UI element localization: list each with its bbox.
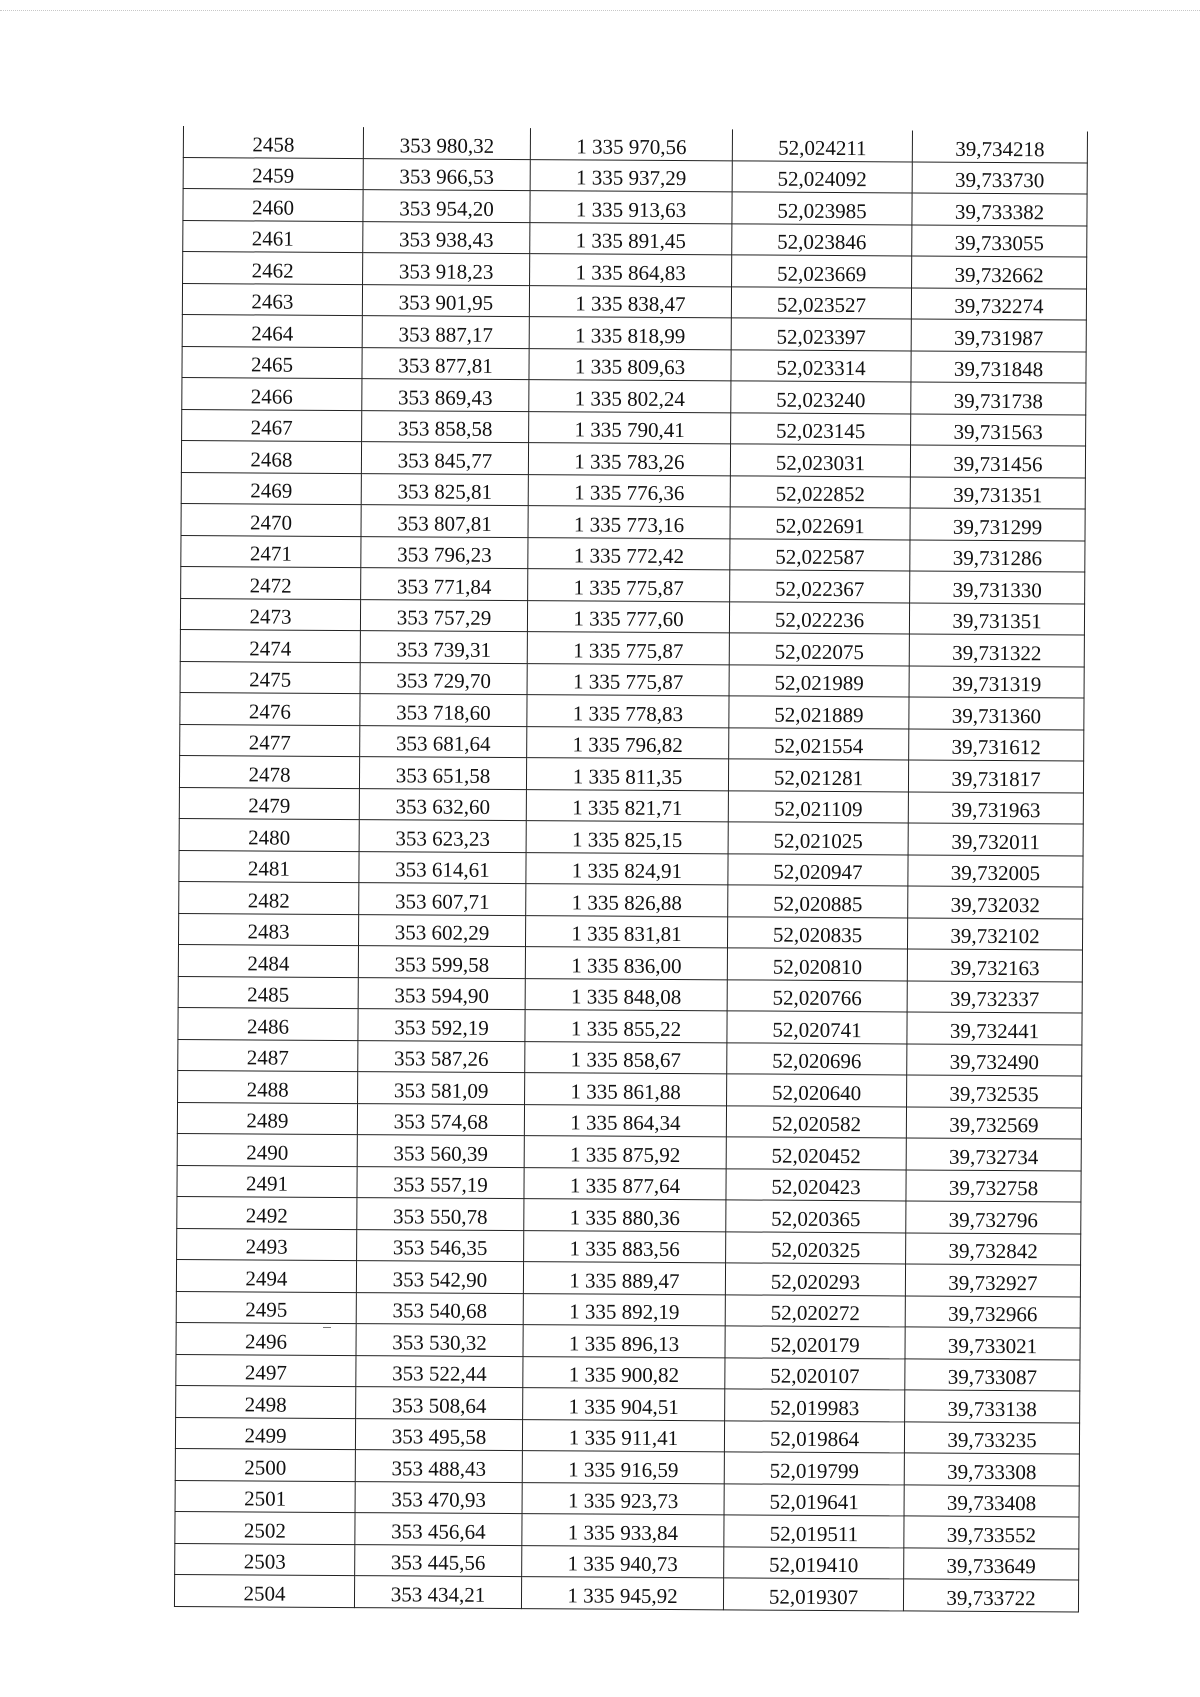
y-coordinate-cell: 1 335 777,60 bbox=[527, 600, 729, 633]
longitude-cell: 39,733552 bbox=[904, 1516, 1079, 1549]
x-coordinate-cell: 353 845,77 bbox=[361, 442, 528, 475]
longitude-cell: 39,732535 bbox=[907, 1075, 1082, 1108]
x-coordinate-cell: 353 739,31 bbox=[360, 631, 527, 664]
point-number-cell: 2462 bbox=[183, 252, 363, 285]
point-number-cell: 2496 bbox=[176, 1322, 356, 1355]
latitude-cell: 52,020325 bbox=[726, 1231, 906, 1264]
latitude-cell: 52,020810 bbox=[727, 948, 907, 981]
x-coordinate-cell: 353 495,58 bbox=[355, 1418, 522, 1451]
y-coordinate-cell: 1 335 880,36 bbox=[524, 1199, 726, 1232]
x-coordinate-cell: 353 470,93 bbox=[355, 1481, 522, 1514]
longitude-cell: 39,732011 bbox=[908, 823, 1083, 856]
latitude-cell: 52,020107 bbox=[725, 1357, 905, 1390]
point-number-cell: 2461 bbox=[183, 220, 363, 253]
point-number-cell: 2503 bbox=[175, 1543, 355, 1576]
latitude-cell: 52,020452 bbox=[726, 1137, 906, 1170]
table-row bbox=[174, 1574, 1078, 1611]
point-number-cell: 2476 bbox=[180, 692, 360, 725]
y-coordinate-cell: 1 335 896,13 bbox=[523, 1325, 725, 1358]
x-coordinate-cell: 353 550,78 bbox=[357, 1198, 524, 1231]
point-number-cell: 2460 bbox=[183, 189, 363, 222]
x-coordinate-cell: 353 869,43 bbox=[362, 379, 529, 412]
point-number-cell: 2483 bbox=[179, 913, 359, 946]
longitude-cell: 39,731817 bbox=[908, 760, 1083, 793]
latitude-cell: 52,020365 bbox=[726, 1200, 906, 1233]
y-coordinate-cell: 1 335 883,56 bbox=[524, 1230, 726, 1263]
longitude-cell: 39,732441 bbox=[907, 1012, 1082, 1045]
x-coordinate-cell: 353 542,90 bbox=[356, 1261, 523, 1294]
longitude-cell: 39,732662 bbox=[912, 256, 1087, 289]
x-coordinate-cell: 353 557,19 bbox=[357, 1166, 524, 1199]
point-number-cell: 2504 bbox=[174, 1574, 354, 1607]
x-coordinate-cell: 353 651,58 bbox=[359, 757, 526, 790]
longitude-cell: 39,732163 bbox=[907, 949, 1082, 982]
x-coordinate-cell: 353 530,32 bbox=[356, 1324, 523, 1357]
longitude-cell: 39,732842 bbox=[906, 1232, 1081, 1265]
longitude-cell: 39,731319 bbox=[909, 665, 1084, 698]
x-coordinate-cell: 353 508,64 bbox=[356, 1387, 523, 1420]
y-coordinate-cell: 1 335 913,63 bbox=[530, 191, 732, 224]
point-number-cell: 2489 bbox=[177, 1102, 357, 1135]
x-coordinate-cell: 353 599,58 bbox=[358, 946, 525, 979]
latitude-cell: 52,023145 bbox=[731, 412, 911, 445]
point-number-cell: 2501 bbox=[175, 1480, 355, 1513]
longitude-cell: 39,733730 bbox=[912, 161, 1087, 194]
y-coordinate-cell: 1 335 796,82 bbox=[527, 726, 729, 759]
longitude-cell: 39,733055 bbox=[912, 224, 1087, 257]
y-coordinate-cell: 1 335 848,08 bbox=[525, 978, 727, 1011]
longitude-cell: 39,732032 bbox=[908, 886, 1083, 919]
x-coordinate-cell: 353 456,64 bbox=[355, 1513, 522, 1546]
latitude-cell: 52,021554 bbox=[729, 727, 909, 760]
latitude-cell: 52,019864 bbox=[724, 1420, 904, 1453]
x-coordinate-cell: 353 938,43 bbox=[363, 221, 530, 254]
point-number-cell: 2465 bbox=[182, 346, 362, 379]
longitude-cell: 39,731987 bbox=[911, 319, 1086, 352]
point-number-cell: 2498 bbox=[176, 1385, 356, 1418]
longitude-cell: 39,731738 bbox=[911, 382, 1086, 415]
latitude-cell: 52,020179 bbox=[725, 1326, 905, 1359]
latitude-cell: 52,021989 bbox=[729, 664, 909, 697]
latitude-cell: 52,023985 bbox=[732, 192, 912, 225]
latitude-cell: 52,020696 bbox=[727, 1042, 907, 1075]
latitude-cell: 52,020741 bbox=[727, 1011, 907, 1044]
y-coordinate-cell: 1 335 892,19 bbox=[523, 1293, 725, 1326]
point-number-cell: 2466 bbox=[182, 377, 362, 410]
longitude-cell: 39,732102 bbox=[907, 917, 1082, 950]
longitude-cell: 39,732274 bbox=[911, 287, 1086, 320]
x-coordinate-cell: 353 825,81 bbox=[361, 473, 528, 506]
longitude-cell: 39,731360 bbox=[909, 697, 1084, 730]
y-coordinate-cell: 1 335 825,15 bbox=[526, 821, 728, 854]
coordinate-table-body bbox=[174, 126, 1087, 1611]
y-coordinate-cell: 1 335 864,34 bbox=[524, 1104, 726, 1137]
point-number-cell: 2486 bbox=[178, 1007, 358, 1040]
y-coordinate-cell: 1 335 911,41 bbox=[522, 1419, 724, 1452]
coordinate-table-container bbox=[174, 126, 1087, 1612]
x-coordinate-cell: 353 602,29 bbox=[358, 914, 525, 947]
longitude-cell: 39,732337 bbox=[907, 980, 1082, 1013]
point-number-cell: 2491 bbox=[177, 1165, 357, 1198]
y-coordinate-cell: 1 335 900,82 bbox=[523, 1356, 725, 1389]
y-coordinate-cell: 1 335 775,87 bbox=[527, 632, 729, 665]
longitude-cell: 39,732569 bbox=[906, 1106, 1081, 1139]
latitude-cell: 52,021025 bbox=[728, 822, 908, 855]
y-coordinate-cell: 1 335 772,42 bbox=[528, 537, 730, 570]
longitude-cell: 39,732966 bbox=[905, 1295, 1080, 1328]
longitude-cell: 39,732734 bbox=[906, 1138, 1081, 1171]
point-number-cell: 2478 bbox=[179, 755, 359, 788]
longitude-cell: 39,733382 bbox=[912, 193, 1087, 226]
x-coordinate-cell: 353 614,61 bbox=[359, 851, 526, 884]
longitude-cell: 39,733308 bbox=[904, 1453, 1079, 1486]
y-coordinate-cell: 1 335 838,47 bbox=[529, 285, 731, 318]
y-coordinate-cell: 1 335 933,84 bbox=[522, 1514, 724, 1547]
latitude-cell: 52,024211 bbox=[732, 129, 912, 161]
x-coordinate-cell: 353 522,44 bbox=[356, 1355, 523, 1388]
y-coordinate-cell: 1 335 891,45 bbox=[530, 222, 732, 255]
point-number-cell: 2499 bbox=[175, 1417, 355, 1450]
x-coordinate-cell: 353 901,95 bbox=[362, 284, 529, 317]
latitude-cell: 52,022236 bbox=[729, 601, 909, 634]
latitude-cell: 52,021281 bbox=[728, 759, 908, 792]
point-number-cell: 2480 bbox=[179, 818, 359, 851]
x-coordinate-cell: 353 887,17 bbox=[362, 316, 529, 349]
longitude-cell: 39,731563 bbox=[911, 413, 1086, 446]
y-coordinate-cell: 1 335 836,00 bbox=[525, 947, 727, 980]
x-coordinate-cell: 353 488,43 bbox=[355, 1450, 522, 1483]
stray-scan-mark bbox=[323, 1327, 331, 1328]
longitude-cell: 39,733649 bbox=[904, 1547, 1079, 1580]
latitude-cell: 52,022587 bbox=[730, 538, 910, 571]
point-number-cell: 2492 bbox=[177, 1196, 357, 1229]
latitude-cell: 52,022075 bbox=[729, 633, 909, 666]
y-coordinate-cell: 1 335 864,83 bbox=[530, 254, 732, 287]
point-number-cell: 2477 bbox=[180, 724, 360, 757]
longitude-cell: 39,733408 bbox=[904, 1484, 1079, 1517]
point-number-cell: 2500 bbox=[175, 1448, 355, 1481]
latitude-cell: 52,023240 bbox=[731, 381, 911, 414]
point-number-cell: 2490 bbox=[177, 1133, 357, 1166]
y-coordinate-cell: 1 335 940,73 bbox=[522, 1545, 724, 1578]
latitude-cell: 52,020640 bbox=[727, 1074, 907, 1107]
point-number-cell: 2467 bbox=[182, 409, 362, 442]
longitude-cell: 39,731286 bbox=[910, 539, 1085, 572]
point-number-cell: 2470 bbox=[181, 503, 361, 536]
x-coordinate-cell: 353 877,81 bbox=[362, 347, 529, 380]
x-coordinate-cell: 353 771,84 bbox=[361, 568, 528, 601]
longitude-cell: 39,733235 bbox=[904, 1421, 1079, 1454]
latitude-cell: 52,020293 bbox=[725, 1263, 905, 1296]
longitude-cell: 39,732796 bbox=[906, 1201, 1081, 1234]
longitude-cell: 39,733021 bbox=[905, 1327, 1080, 1360]
x-coordinate-cell: 353 560,39 bbox=[357, 1135, 524, 1168]
point-number-cell: 2464 bbox=[182, 314, 362, 347]
latitude-cell: 52,023314 bbox=[731, 349, 911, 382]
latitude-cell: 52,023527 bbox=[731, 286, 911, 319]
point-number-cell: 2473 bbox=[180, 598, 360, 631]
point-number-cell: 2468 bbox=[181, 440, 361, 473]
point-number-cell: 2458 bbox=[183, 126, 363, 158]
x-coordinate-cell: 353 594,90 bbox=[358, 977, 525, 1010]
latitude-cell: 52,021889 bbox=[729, 696, 909, 729]
y-coordinate-cell: 1 335 775,87 bbox=[528, 569, 730, 602]
longitude-cell: 39,732005 bbox=[908, 854, 1083, 887]
latitude-cell: 52,023669 bbox=[732, 255, 912, 288]
longitude-cell: 39,731299 bbox=[910, 508, 1085, 541]
point-number-cell: 2495 bbox=[176, 1291, 356, 1324]
latitude-cell: 52,019307 bbox=[723, 1578, 903, 1611]
x-coordinate-cell: 353 587,26 bbox=[358, 1040, 525, 1073]
x-coordinate-cell: 353 858,58 bbox=[362, 410, 529, 443]
point-number-cell: 2474 bbox=[180, 629, 360, 662]
y-coordinate-cell: 1 335 858,67 bbox=[525, 1041, 727, 1074]
longitude-cell: 39,731612 bbox=[909, 728, 1084, 761]
longitude-cell: 39,731322 bbox=[909, 634, 1084, 667]
y-coordinate-cell: 1 335 970,56 bbox=[530, 128, 732, 160]
point-number-cell: 2493 bbox=[177, 1228, 357, 1261]
latitude-cell: 52,023031 bbox=[730, 444, 910, 477]
x-coordinate-cell: 353 581,09 bbox=[358, 1072, 525, 1105]
point-number-cell: 2459 bbox=[183, 157, 363, 190]
y-coordinate-cell: 1 335 818,99 bbox=[529, 317, 731, 350]
latitude-cell: 52,021109 bbox=[728, 790, 908, 823]
y-coordinate-cell: 1 335 923,73 bbox=[522, 1482, 724, 1515]
latitude-cell: 52,023397 bbox=[731, 318, 911, 351]
point-number-cell: 2472 bbox=[181, 566, 361, 599]
y-coordinate-cell: 1 335 778,83 bbox=[527, 695, 729, 728]
latitude-cell: 52,019799 bbox=[724, 1452, 904, 1485]
longitude-cell: 39,732927 bbox=[905, 1264, 1080, 1297]
y-coordinate-cell: 1 335 802,24 bbox=[529, 380, 731, 413]
y-coordinate-cell: 1 335 809,63 bbox=[529, 348, 731, 381]
y-coordinate-cell: 1 335 783,26 bbox=[528, 443, 730, 476]
point-number-cell: 2479 bbox=[179, 787, 359, 820]
latitude-cell: 52,020835 bbox=[727, 916, 907, 949]
latitude-cell: 52,020766 bbox=[727, 979, 907, 1012]
y-coordinate-cell: 1 335 775,87 bbox=[527, 663, 729, 696]
y-coordinate-cell: 1 335 855,22 bbox=[525, 1010, 727, 1043]
y-coordinate-cell: 1 335 877,64 bbox=[524, 1167, 726, 1200]
x-coordinate-cell: 353 592,19 bbox=[358, 1009, 525, 1042]
y-coordinate-cell: 1 335 875,92 bbox=[524, 1136, 726, 1169]
latitude-cell: 52,019983 bbox=[725, 1389, 905, 1422]
x-coordinate-cell: 353 607,71 bbox=[359, 883, 526, 916]
latitude-cell: 52,022852 bbox=[730, 475, 910, 508]
point-number-cell: 2494 bbox=[176, 1259, 356, 1292]
latitude-cell: 52,020885 bbox=[728, 885, 908, 918]
y-coordinate-cell: 1 335 790,41 bbox=[529, 411, 731, 444]
x-coordinate-cell: 353 434,21 bbox=[354, 1576, 521, 1609]
longitude-cell: 39,731848 bbox=[911, 350, 1086, 383]
latitude-cell: 52,020423 bbox=[726, 1168, 906, 1201]
y-coordinate-cell: 1 335 773,16 bbox=[528, 506, 730, 539]
longitude-cell: 39,733138 bbox=[905, 1390, 1080, 1423]
x-coordinate-cell: 353 757,29 bbox=[360, 599, 527, 632]
longitude-cell: 39,731963 bbox=[908, 791, 1083, 824]
latitude-cell: 52,022691 bbox=[730, 507, 910, 540]
y-coordinate-cell: 1 335 861,88 bbox=[525, 1073, 727, 1106]
longitude-cell: 39,734218 bbox=[912, 130, 1087, 162]
latitude-cell: 52,022367 bbox=[730, 570, 910, 603]
x-coordinate-cell: 353 718,60 bbox=[360, 694, 527, 727]
x-coordinate-cell: 353 623,23 bbox=[359, 820, 526, 853]
longitude-cell: 39,732758 bbox=[906, 1169, 1081, 1202]
point-number-cell: 2469 bbox=[181, 472, 361, 505]
point-number-cell: 2485 bbox=[178, 976, 358, 1009]
point-number-cell: 2482 bbox=[179, 881, 359, 914]
x-coordinate-cell: 353 966,53 bbox=[363, 158, 530, 191]
y-coordinate-cell: 1 335 776,36 bbox=[528, 474, 730, 507]
y-coordinate-cell: 1 335 916,59 bbox=[522, 1451, 724, 1484]
point-number-cell: 2463 bbox=[182, 283, 362, 316]
x-coordinate-cell: 353 796,23 bbox=[361, 536, 528, 569]
y-coordinate-cell: 1 335 945,92 bbox=[521, 1577, 723, 1610]
x-coordinate-cell: 353 574,68 bbox=[357, 1103, 524, 1136]
latitude-cell: 52,023846 bbox=[732, 223, 912, 256]
latitude-cell: 52,020272 bbox=[725, 1294, 905, 1327]
latitude-cell: 52,020582 bbox=[726, 1105, 906, 1138]
point-number-cell: 2502 bbox=[175, 1511, 355, 1544]
point-number-cell: 2475 bbox=[180, 661, 360, 694]
point-number-cell: 2497 bbox=[176, 1354, 356, 1387]
x-coordinate-cell: 353 546,35 bbox=[357, 1229, 524, 1262]
x-coordinate-cell: 353 954,20 bbox=[363, 190, 530, 223]
coordinate-table bbox=[174, 126, 1088, 1612]
y-coordinate-cell: 1 335 831,81 bbox=[525, 915, 727, 948]
x-coordinate-cell: 353 632,60 bbox=[359, 788, 526, 821]
longitude-cell: 39,733087 bbox=[905, 1358, 1080, 1391]
x-coordinate-cell: 353 445,56 bbox=[355, 1544, 522, 1577]
latitude-cell: 52,019641 bbox=[724, 1483, 904, 1516]
y-coordinate-cell: 1 335 937,29 bbox=[530, 159, 732, 192]
x-coordinate-cell: 353 729,70 bbox=[360, 662, 527, 695]
x-coordinate-cell: 353 540,68 bbox=[356, 1292, 523, 1325]
point-number-cell: 2487 bbox=[178, 1039, 358, 1072]
x-coordinate-cell: 353 807,81 bbox=[361, 505, 528, 538]
y-coordinate-cell: 1 335 904,51 bbox=[523, 1388, 725, 1421]
point-number-cell: 2488 bbox=[178, 1070, 358, 1103]
longitude-cell: 39,731330 bbox=[910, 571, 1085, 604]
latitude-cell: 52,020947 bbox=[728, 853, 908, 886]
y-coordinate-cell: 1 335 826,88 bbox=[526, 884, 728, 917]
x-coordinate-cell: 353 980,32 bbox=[363, 127, 530, 159]
latitude-cell: 52,019511 bbox=[724, 1515, 904, 1548]
scan-edge-line bbox=[0, 10, 1200, 11]
x-coordinate-cell: 353 681,64 bbox=[360, 725, 527, 758]
y-coordinate-cell: 1 335 889,47 bbox=[523, 1262, 725, 1295]
longitude-cell: 39,731351 bbox=[910, 476, 1085, 509]
latitude-cell: 52,019410 bbox=[724, 1546, 904, 1579]
point-number-cell: 2471 bbox=[181, 535, 361, 568]
y-coordinate-cell: 1 335 811,35 bbox=[526, 758, 728, 791]
latitude-cell: 52,024092 bbox=[732, 160, 912, 193]
y-coordinate-cell: 1 335 821,71 bbox=[526, 789, 728, 822]
y-coordinate-cell: 1 335 824,91 bbox=[526, 852, 728, 885]
point-number-cell: 2481 bbox=[179, 850, 359, 883]
longitude-cell: 39,731456 bbox=[910, 445, 1085, 478]
point-number-cell: 2484 bbox=[178, 944, 358, 977]
x-coordinate-cell: 353 918,23 bbox=[363, 253, 530, 286]
longitude-cell: 39,733722 bbox=[903, 1579, 1078, 1612]
longitude-cell: 39,731351 bbox=[909, 602, 1084, 635]
longitude-cell: 39,732490 bbox=[907, 1043, 1082, 1076]
